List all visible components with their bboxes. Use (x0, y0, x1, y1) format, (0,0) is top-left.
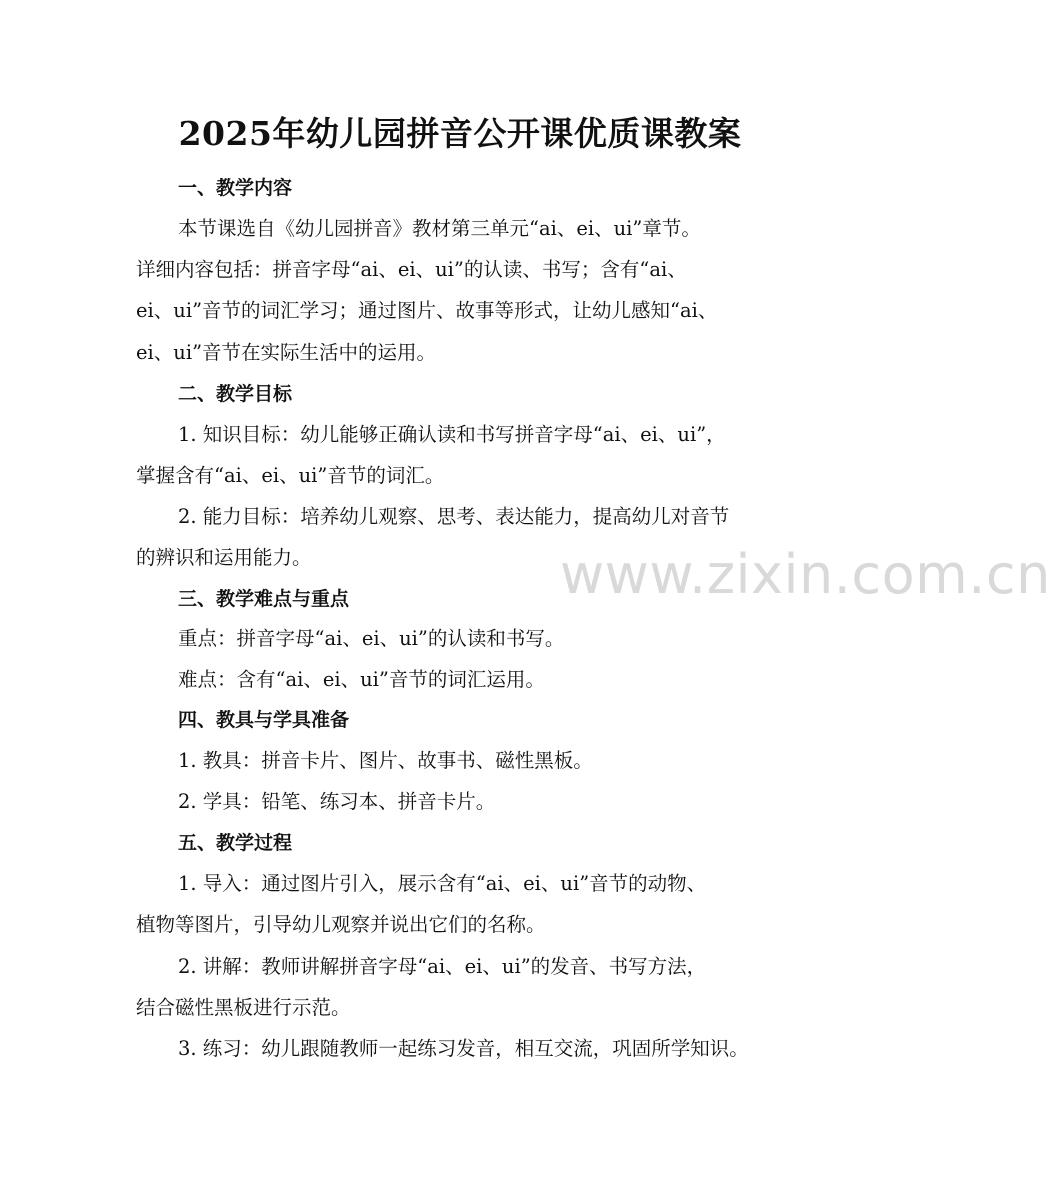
paragraph-line: 1. 知识目标：幼儿能够正确认读和书写拼音字母“ai、ei、ui”， (178, 423, 726, 446)
paragraph-line: 1. 导入：通过图片引入，展示含有“ai、ei、ui”音节的动物、 (178, 872, 707, 895)
paragraph-line: 难点：含有“ai、ei、ui”音节的词汇运用。 (178, 668, 545, 691)
paragraph-line: 结合磁性黑板进行示范。 (136, 996, 351, 1019)
paragraph-line: ei、ui”音节在实际生活中的运用。 (136, 341, 437, 364)
paragraph-line: 植物等图片，引导幼儿观察并说出它们的名称。 (136, 913, 546, 936)
section-heading-materials: 四、教具与学具准备 (178, 709, 350, 731)
paragraph-line: ei、ui”音节的词汇学习；通过图片、故事等形式，让幼儿感知“ai、 (136, 299, 718, 322)
section-heading-objectives: 二、教学目标 (178, 383, 293, 405)
section-heading-key-points: 三、教学难点与重点 (178, 588, 350, 610)
paragraph-line: 3. 练习：幼儿跟随教师一起练习发音，相互交流，巩固所学知识。 (178, 1037, 749, 1060)
paragraph-line: 2. 讲解：教师讲解拼音字母“ai、ei、ui”的发音、书写方法， (178, 955, 707, 978)
paragraph-line: 本节课选自《幼儿园拼音》教材第三单元“ai、ei、ui”章节。 (178, 217, 701, 240)
paragraph-line: 的辨识和运用能力。 (136, 546, 312, 569)
section-heading-process: 五、教学过程 (178, 832, 293, 854)
section-heading-content: 一、教学内容 (178, 177, 293, 199)
watermark: www.zixin.com.cn (560, 543, 1051, 606)
paragraph-line: 2. 能力目标：培养幼儿观察、思考、表达能力，提高幼儿对音节 (178, 505, 730, 528)
paragraph-line: 详细内容包括：拼音字母“ai、ei、ui”的认读、书写；含有“ai、 (136, 258, 687, 281)
paragraph-line: 重点：拼音字母“ai、ei、ui”的认读和书写。 (178, 627, 565, 650)
paragraph-line: 掌握含有“ai、ei、ui”音节的词汇。 (136, 464, 445, 487)
paragraph-line: 1. 教具：拼音卡片、图片、故事书、磁性黑板。 (178, 749, 593, 772)
document-title: 2025年幼儿园拼音公开课优质课教案 (178, 114, 742, 153)
paragraph-line: 2. 学具：铅笔、练习本、拼音卡片。 (178, 790, 496, 813)
